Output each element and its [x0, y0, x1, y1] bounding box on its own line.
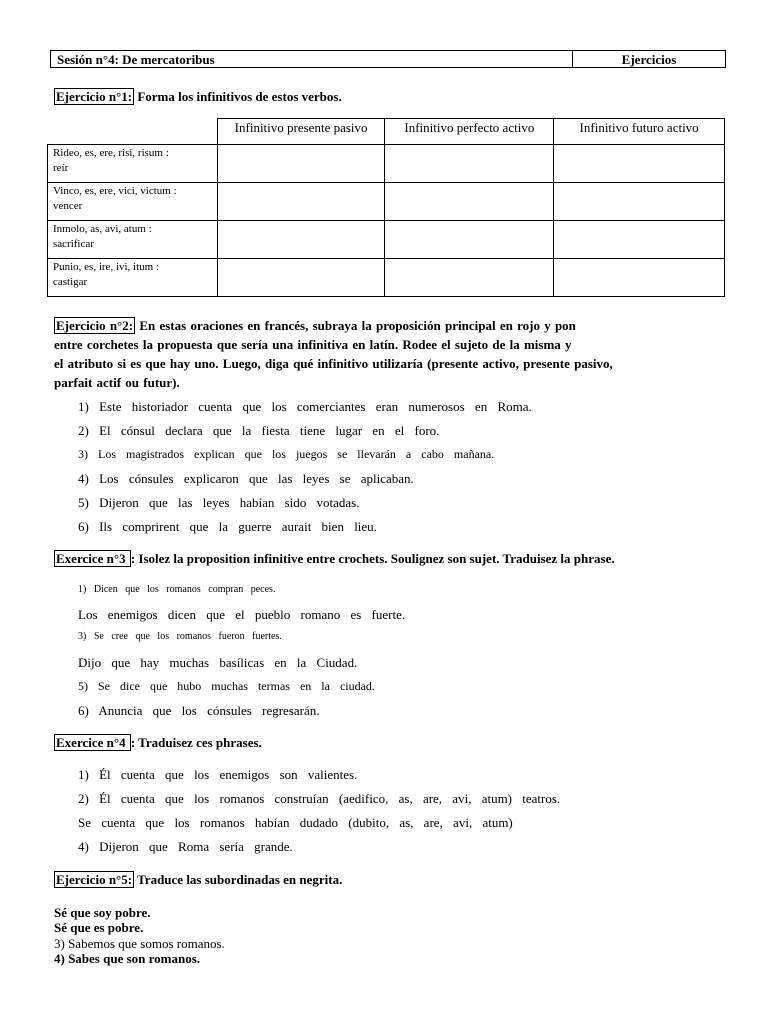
- column-header: Infinitivo futuro activo: [554, 119, 725, 145]
- ex3-item: Dijo que hay muchas basílicas en la Ciudad.: [78, 655, 358, 670]
- ex5-sentence: 4) Sabes que son romanos.: [54, 951, 201, 966]
- ex4-item: 4) Dijeron que Roma sería grande.: [78, 839, 293, 854]
- answer-cell[interactable]: [385, 221, 554, 259]
- ex1-label: Ejercicio n°1:: [56, 89, 133, 104]
- verb-principal-parts: Vinco, es, ere, vici, victum :: [53, 185, 177, 197]
- table-row: [48, 259, 725, 297]
- ex2-item: 6) Ils comprirent que la guerre aurait bien lieu.: [78, 519, 377, 534]
- verb-meaning: castigar: [53, 276, 88, 288]
- answer-cell[interactable]: [554, 221, 725, 259]
- ex5-heading: [54, 870, 342, 889]
- ex2-line-text: En estas oraciones en francés, subraya la proposición principal en rojo y pon: [135, 318, 576, 333]
- column-header: Infinitivo presente pasivo: [217, 119, 385, 145]
- ex2-line: el atributo si es que hay uno. Luego, diga qué infinitivo utilizaría (presente activo, presente pasivo,: [54, 356, 613, 371]
- ex3-heading: [54, 549, 615, 568]
- ex3-item: 1) Dicen que los romanos compran peces.: [78, 584, 276, 595]
- ex2-item: 5) Dijeron que las leyes habían sido votadas.: [78, 495, 360, 510]
- answer-cell[interactable]: [385, 259, 554, 297]
- answer-cell[interactable]: [554, 145, 725, 183]
- ex3-label: Exercice n°3: [56, 551, 129, 566]
- answer-cell[interactable]: [217, 259, 385, 297]
- ex2-line: [54, 316, 674, 335]
- table-corner-cell: [48, 119, 218, 145]
- session-header: [50, 50, 726, 68]
- ex2-line: parfait actif ou futur).: [54, 375, 180, 390]
- ex2-item: 3) Los magistrados explican que los juegos se llevarán a cabo mañana.: [78, 447, 495, 461]
- verb-principal-parts: Rideo, es, ere, risi, risum :: [53, 147, 169, 159]
- ex3-item: 5) Se dice que hubo muchas termas en la ciudad.: [78, 679, 375, 693]
- ex5-sentence: 3) Sabemos que somos romanos.: [54, 936, 225, 951]
- infinitives-table: [47, 118, 725, 297]
- ex3-item: Los enemigos dicen que el pueblo romano es fuerte.: [78, 607, 406, 622]
- verb-cell: [48, 145, 218, 183]
- verb-principal-parts: Inmolo, as, avi, atum :: [53, 223, 152, 235]
- table-header-row: [48, 119, 725, 145]
- verb-principal-parts: Punio, es, ire, ivi, itum :: [53, 261, 160, 273]
- ex1-instruction: Forma los infinitivos de estos verbos.: [134, 89, 342, 104]
- ex5-label: Ejercicio n°5:: [56, 872, 133, 887]
- ex4-item: Se cuenta que los romanos habían dudado (dubito, as, are, avi, atum): [78, 815, 513, 830]
- answer-cell[interactable]: [385, 183, 554, 221]
- table-row: [48, 145, 725, 183]
- ex5-instruction: Traduce las subordinadas en negrita.: [134, 872, 343, 887]
- ex4-label: Exercice n°4: [56, 735, 129, 750]
- answer-cell[interactable]: [217, 221, 385, 259]
- ex3-instruction: : Isolez la proposition infinitive entre crochets. Soulignez son sujet. Traduisez la phrase.: [130, 551, 615, 566]
- ex4-item: 1) Él cuenta que los enemigos son valientes.: [78, 767, 358, 782]
- session-title: Sesión n°4: De mercatoribus: [57, 52, 215, 67]
- ex5-sentence: Sé que es pobre.: [54, 920, 144, 935]
- table-row: [48, 183, 725, 221]
- ex4-instruction: : Traduisez ces phrases.: [130, 735, 262, 750]
- ex2-item: 4) Los cónsules explicaron que las leyes se aplicaban.: [78, 471, 414, 486]
- ex1-heading: [54, 87, 342, 106]
- ex4-heading: [54, 733, 262, 752]
- ex2-line: entre corchetes la propuesta que sería una infinitiva en latín. Rodee el sujeto de la misma y: [54, 337, 572, 352]
- answer-cell[interactable]: [217, 145, 385, 183]
- ex3-item: 3) Se cree que los romanos fueron fuertes.: [78, 631, 282, 642]
- verb-meaning: sacrificar: [53, 238, 94, 250]
- ex2-item: 1) Este historiador cuenta que los comerciantes eran numerosos en Roma.: [78, 399, 532, 414]
- ex2-instructions: [54, 316, 674, 392]
- answer-cell[interactable]: [217, 183, 385, 221]
- ex2-label: Ejercicio n°2:: [56, 318, 134, 333]
- ex2-item: 2) El cónsul declara que la fiesta tiene lugar en el foro.: [78, 423, 440, 438]
- verb-cell: [48, 259, 218, 297]
- table-row: [48, 221, 725, 259]
- answer-cell[interactable]: [554, 183, 725, 221]
- verb-meaning: vencer: [53, 200, 83, 212]
- answer-cell[interactable]: [385, 145, 554, 183]
- verb-cell: [48, 183, 218, 221]
- ex4-item: 2) Él cuenta que los romanos construían (aedifico, as, are, avi, atum) teatros.: [78, 791, 561, 806]
- verb-cell: [48, 221, 218, 259]
- column-header: Infinitivo perfecto activo: [385, 119, 554, 145]
- ex3-item: 6) Anuncia que los cónsules regresarán.: [78, 703, 320, 718]
- answer-cell[interactable]: [554, 259, 725, 297]
- verb-meaning: reír: [53, 162, 69, 174]
- ex5-sentence: Sé que soy pobre.: [54, 905, 151, 920]
- section-label: Ejercicios: [621, 52, 677, 67]
